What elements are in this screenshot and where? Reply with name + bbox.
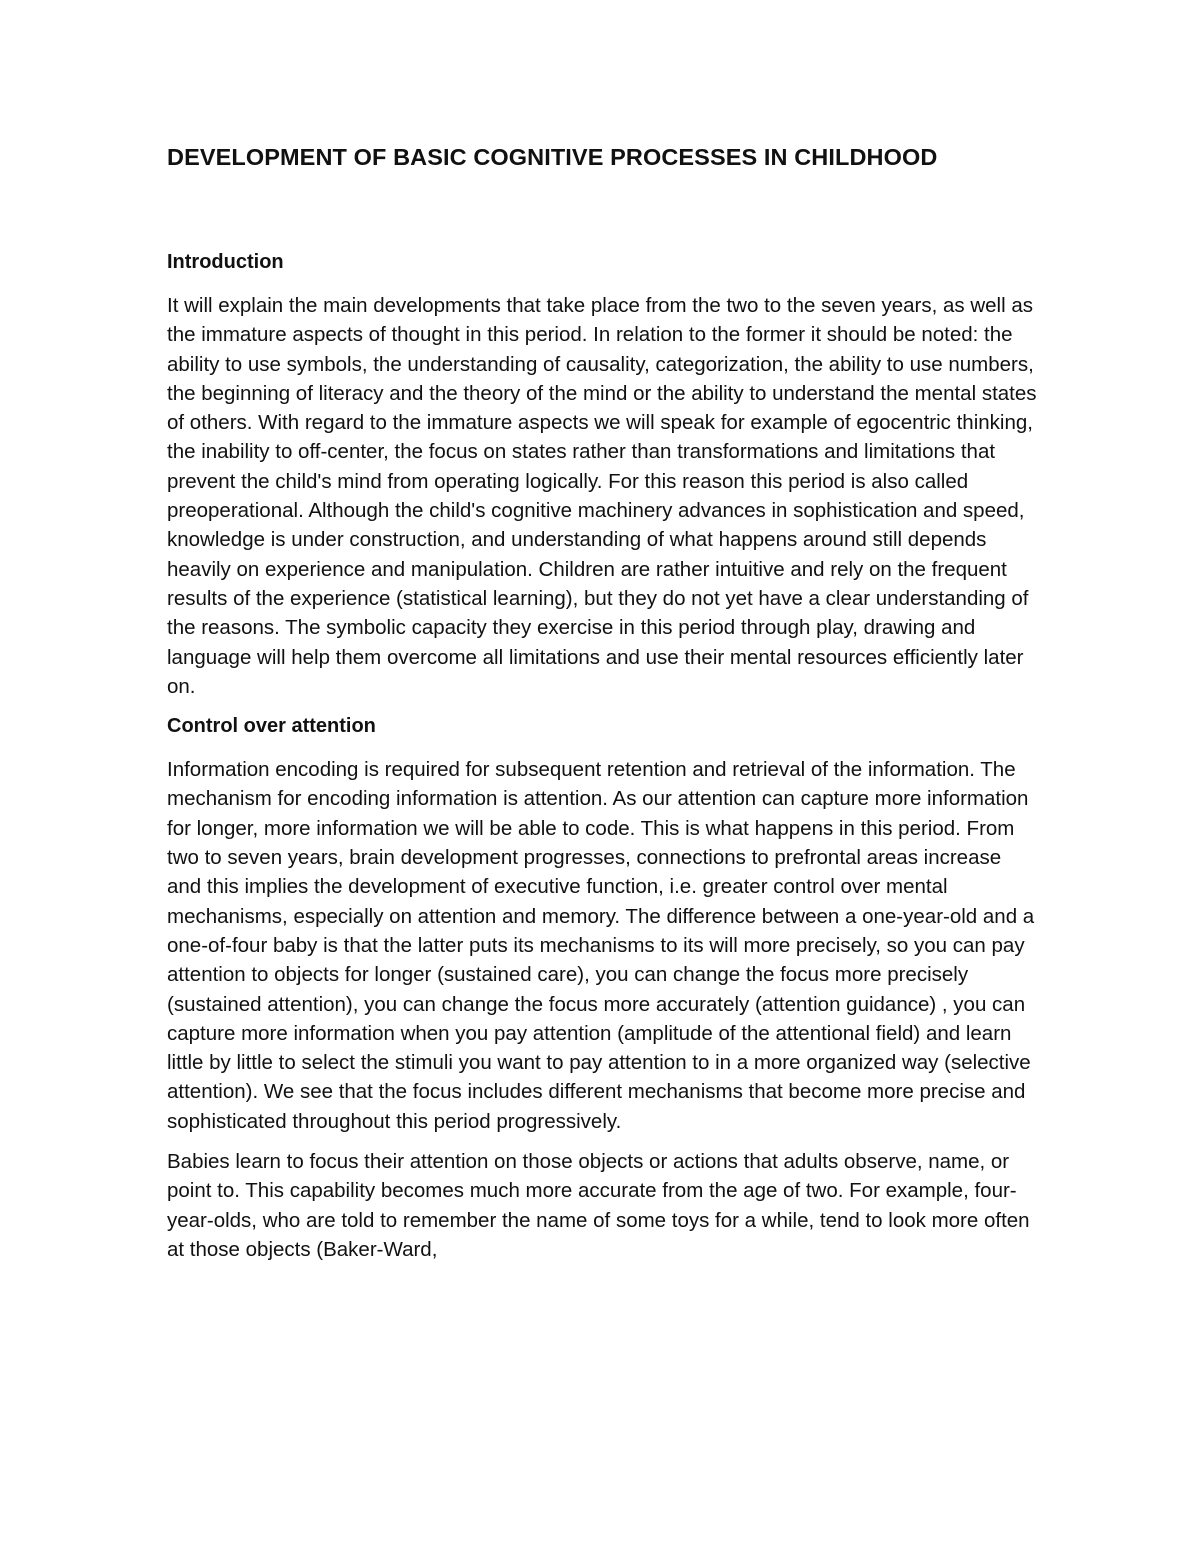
document-page — [167, 140, 1037, 1275]
document-title: DEVELOPMENT OF BASIC COGNITIVE PROCESSES IN CHILDHOOD — [167, 144, 938, 170]
section-control-over-attention — [167, 712, 1037, 1264]
section-heading-introduction: Introduction — [167, 251, 284, 273]
section-heading-control-over-attention: Control over attention — [167, 715, 376, 738]
section-introduction — [167, 248, 1037, 701]
attention-paragraph-2: Babies learn to focus their attention on those objects or actions that adults observe, name, or point to. This capability becomes much more accurate from the age of two. For example, four-year-olds, who are told to remember the name of some toys for a while, tend to look more often at those objects (Baker-Ward, — [167, 1150, 1030, 1261]
introduction-paragraph: It will explain the main developments that take place from the two to the seven years, as well as the immature aspects of thought in this period. In relation to the former it should be noted: the ability to use symbols, the understanding of causality, categorization, the ability to use numbers, the beginning of literacy and the theory of the mind or the ability to understand the mental states of others. With regard to the immature aspects we will speak for example of egocentric thinking, the inability to off-center, the focus on states rather than transformations and limitations that prevent the child's mind from operating logically. For this reason this period is also called preoperational. Although the child's cognitive machinery advances in sophistication and speed, knowledge is under construction, and understanding of what happens around still depends heavily on experience and manipulation. Children are rather intuitive and rely on the frequent results of the experience (statistical learning), but they do not yet have a clear understanding of the reasons. The symbolic capacity they exercise in this period through play, drawing and language will help them overcome all limitations and use their mental resources efficiently later on. — [167, 294, 1037, 698]
attention-paragraph-1: Information encoding is required for subsequent retention and retrieval of the information. The mechanism for encoding information is attention. As our attention can capture more information for longer, more information we will be able to code. This is what happens in this period. From two to seven years, brain development progresses, connections to prefrontal areas increase and this implies the development of executive function, i.e. greater control over mental mechanisms, especially on attention and memory. The difference between a one-year-old and a one-of-four baby is that the latter puts its mechanisms to its will more precisely, so you can pay attention to objects for longer (sustained care), you can change the focus more precisely (sustained attention), you can change the focus more accurately (attention guidance) , you can capture more information when you pay attention (amplitude of the attentional field) and learn little by little to select the stimuli you want to pay attention to in a more organized way (selective attention). We see that the focus includes different mechanisms that become more precise and sophisticated throughout this period progressively. — [167, 758, 1035, 1133]
